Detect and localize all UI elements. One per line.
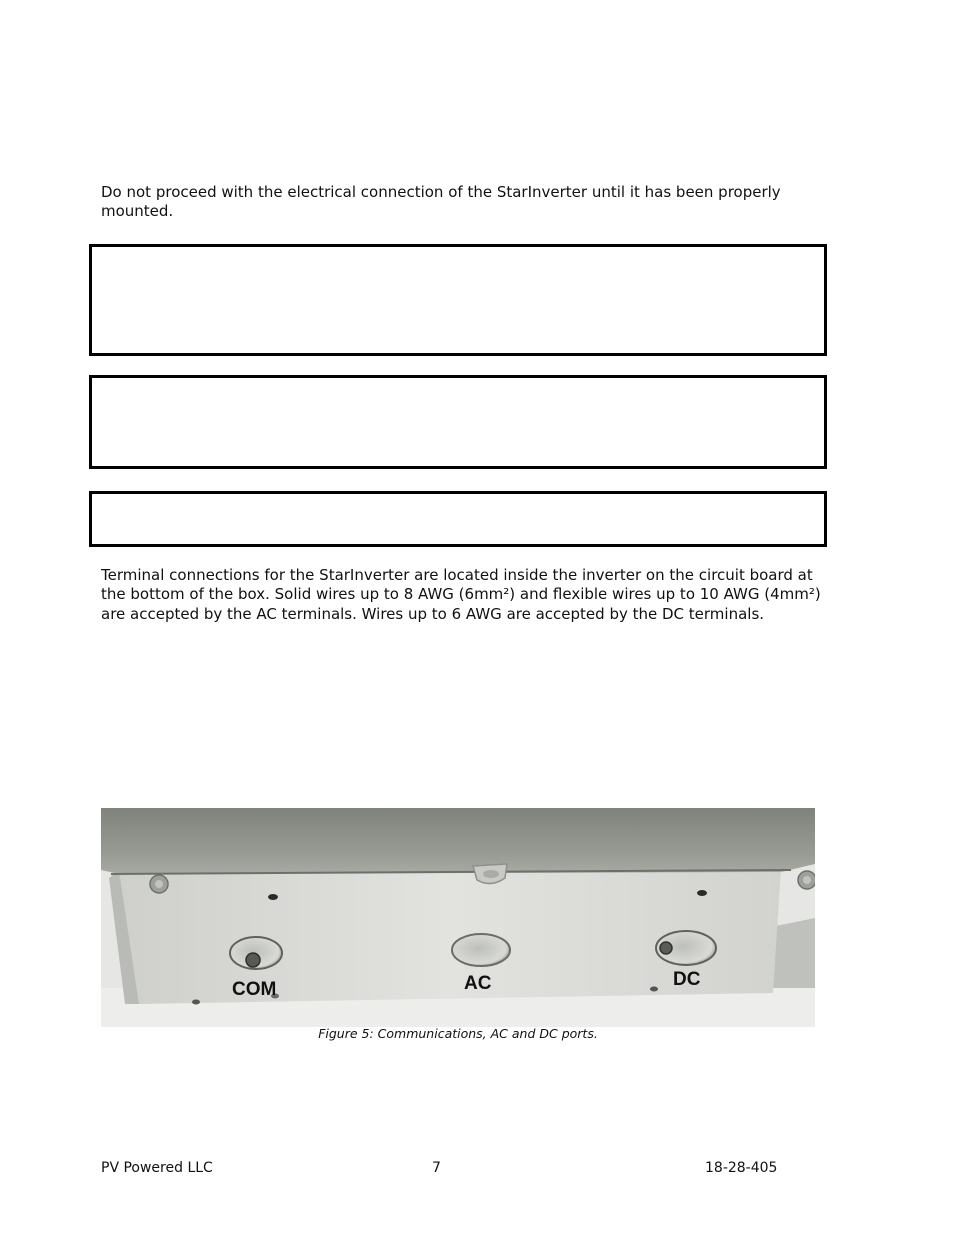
ac-port-label: AC xyxy=(464,973,492,994)
latch-hole xyxy=(483,870,499,878)
notice-box xyxy=(89,491,827,547)
small-hole xyxy=(268,894,278,900)
inverter-ports-photo xyxy=(101,808,815,1027)
small-hole xyxy=(697,890,707,896)
dc-port-label: DC xyxy=(673,969,701,990)
footer-document-number: 18-28-405 xyxy=(705,1160,778,1176)
intro-paragraph: Do not proceed with the electrical connection of the StarInverter until it has been properly mounted. xyxy=(101,183,781,221)
footer-company-name: PV Powered LLC xyxy=(101,1160,213,1176)
terminal-connections-paragraph: Terminal connections for the StarInverter are located inside the inverter on the circuit board at the bottom of the box. Solid wires up to 8 AWG (6mm²) and flexible wires up to 10 AWG (4mm²) are accepted by the AC terminals. Wires up to 6 AWG are accepted by the DC terminals. xyxy=(101,566,821,623)
box-lid xyxy=(101,808,815,874)
ac-port-hole xyxy=(452,934,510,966)
screw-right-head xyxy=(803,876,811,884)
notice-box xyxy=(89,244,827,356)
figure-caption: Figure 5: Communications, AC and DC ports. xyxy=(318,1026,598,1041)
small-hole xyxy=(192,1000,200,1005)
small-hole xyxy=(650,987,658,992)
notice-box xyxy=(89,375,827,469)
dc-port-fitting xyxy=(660,942,672,954)
footer-page-number: 7 xyxy=(432,1160,441,1176)
com-port-label: COM xyxy=(232,979,277,1000)
com-port-fitting xyxy=(246,953,260,967)
screw-left-head xyxy=(155,880,163,888)
